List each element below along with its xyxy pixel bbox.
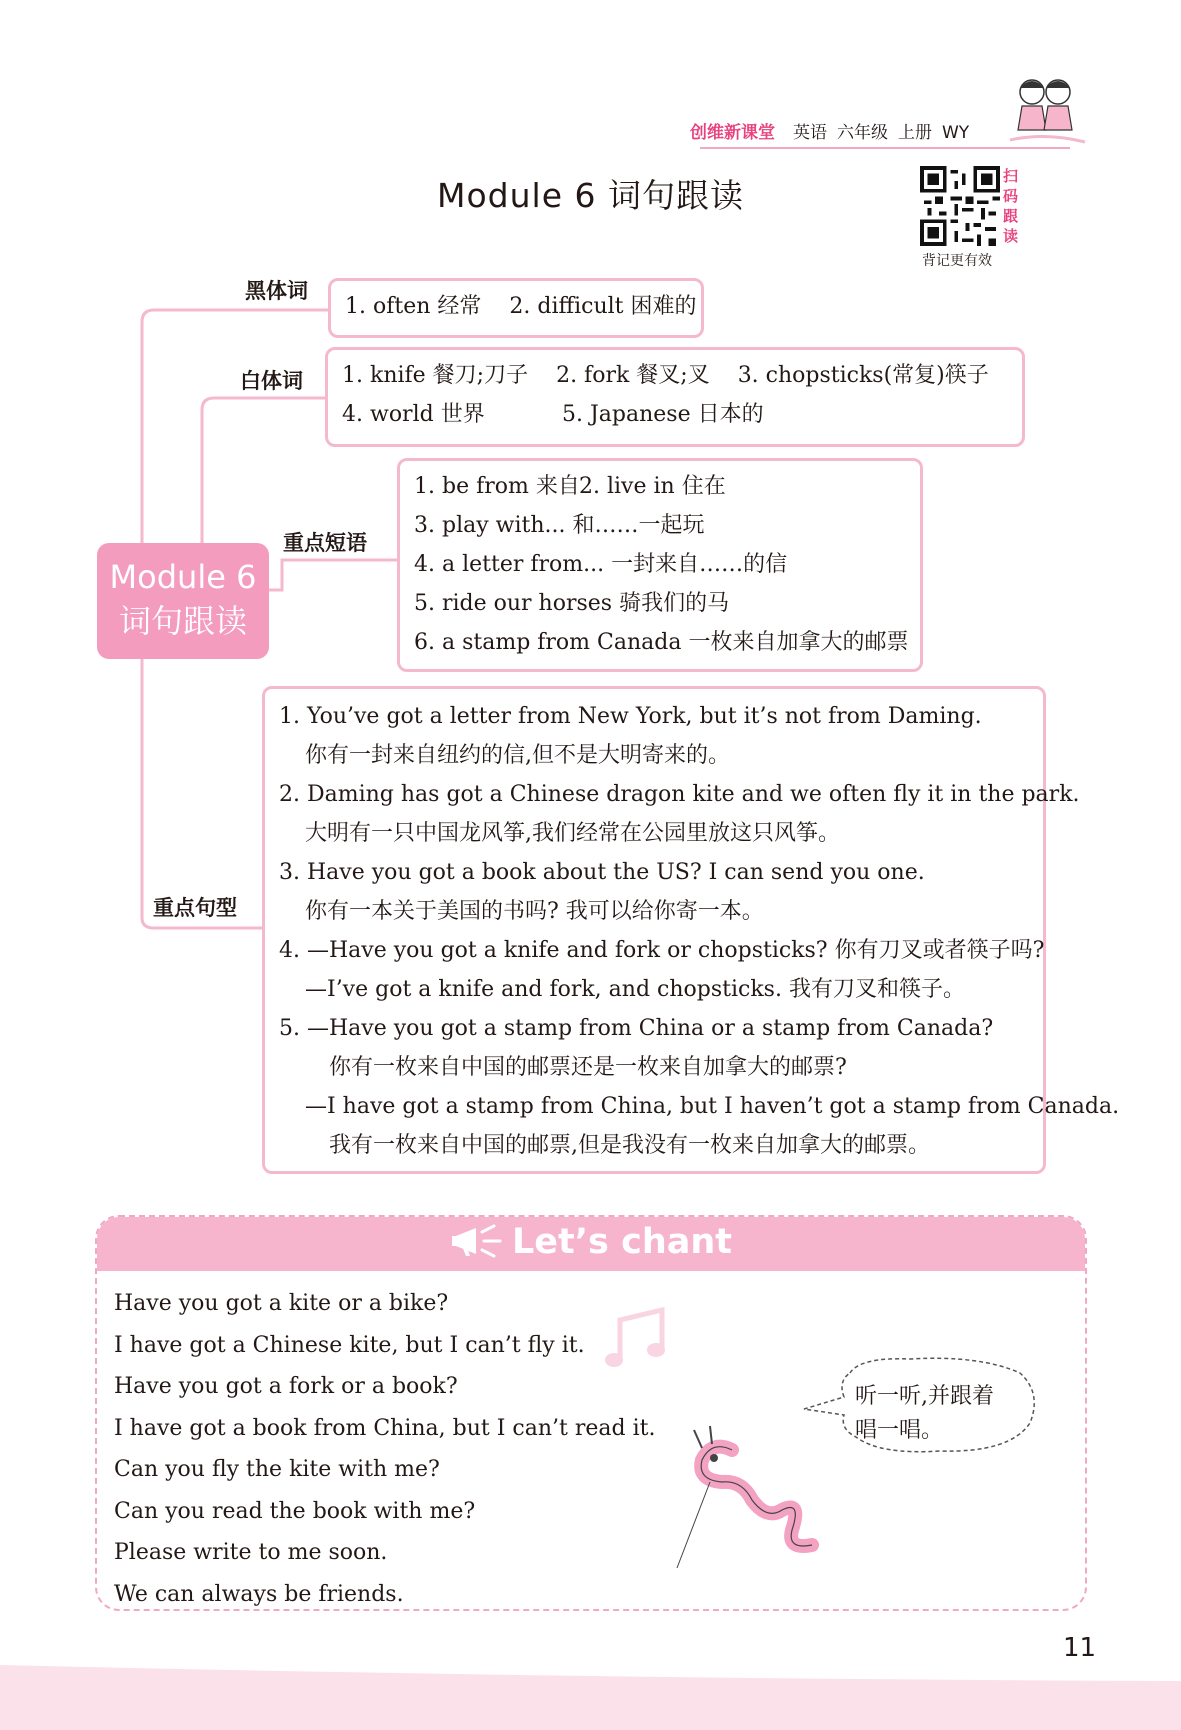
chant-line-4: I have got a book from China, but I can’t read it. bbox=[114, 1415, 656, 1441]
bold-word-2: 2. difficult 困难的 bbox=[509, 294, 697, 319]
phrase-1: 1. be from 来自 bbox=[414, 474, 580, 499]
sentence-5-question-zh: 你有一枚来自中国的邮票还是一枚来自加拿大的邮票? bbox=[329, 1055, 847, 1080]
sentence-1-en: 1. You’ve got a letter from New York, but it’s not from Daming. bbox=[279, 704, 982, 729]
center-line-1: Module 6 bbox=[109, 558, 257, 596]
chant-line-2: I have got a Chinese kite, but I can’t fly it. bbox=[114, 1332, 585, 1358]
phrase-5: 5. ride our horses 骑我们的马 bbox=[414, 591, 730, 616]
phrase-6: 6. a stamp from Canada 一枚来自加拿大的邮票 bbox=[414, 630, 909, 655]
phrase-3: 3. play with... 和……一起玩 bbox=[414, 513, 705, 538]
plain-words-box bbox=[325, 347, 1025, 447]
sentences-box bbox=[262, 686, 1120, 1174]
chant-line-8: We can always be friends. bbox=[114, 1581, 404, 1607]
edition: WY bbox=[942, 123, 970, 143]
plain-word-2: 2. fork 餐叉;叉 bbox=[556, 363, 710, 388]
bubble-line-2: 唱一唱。 bbox=[855, 1418, 944, 1443]
sentence-2-en: 2. Daming has got a Chinese dragon kite and we often fly it in the park. bbox=[279, 782, 1080, 807]
sentence-1-zh: 你有一封来自纽约的信,但不是大明寄来的。 bbox=[305, 743, 730, 768]
sentence-5-answer-zh: 我有一枚来自中国的邮票,但是我没有一枚来自加拿大的邮票。 bbox=[329, 1133, 930, 1158]
mindmap-center bbox=[97, 543, 269, 659]
sentence-3-en: 3. Have you got a book about the US? I can send you one. bbox=[279, 860, 925, 885]
chant-line-1: Have you got a kite or a bike? bbox=[114, 1291, 449, 1316]
sentence-2-zh: 大明有一只中国龙风筝,我们经常在公园里放这只风筝。 bbox=[305, 821, 840, 846]
bubble-line-1: 听一听,并跟着 bbox=[855, 1384, 994, 1409]
chant-line-7: Please write to me soon. bbox=[114, 1540, 388, 1565]
category-phrases: 重点短语 bbox=[283, 531, 367, 555]
brand-name: 创维新课堂 bbox=[690, 123, 775, 143]
category-plain-words: 白体词 bbox=[240, 369, 303, 393]
dragon-kite-icon bbox=[672, 1420, 822, 1570]
footer-band bbox=[0, 1655, 1181, 1730]
sentence-4-question: 4. —Have you got a knife and fork or chopsticks? 你有刀叉或者筷子吗? bbox=[279, 938, 1045, 963]
chant-lines bbox=[114, 1283, 655, 1611]
grade: 六年级 bbox=[837, 123, 888, 143]
plain-word-3: 3. chopsticks(常复)筷子 bbox=[737, 363, 989, 388]
scan-label: 扫码跟读 bbox=[1003, 167, 1019, 245]
volume: 上册 bbox=[898, 123, 932, 143]
chant-line-3: Have you got a fork or a book? bbox=[114, 1374, 458, 1399]
plain-word-1: 1. knife 餐刀;刀子 bbox=[342, 363, 529, 388]
sentence-5-question: 5. —Have you got a stamp from China or a stamp from Canada? bbox=[279, 1016, 994, 1041]
sentence-5-answer: —I have got a stamp from China, but I haven’t got a stamp from Canada. bbox=[305, 1094, 1120, 1119]
chant-line-6: Can you read the book with me? bbox=[114, 1498, 476, 1524]
bold-words-box bbox=[328, 278, 704, 338]
megaphone-icon bbox=[450, 1224, 506, 1258]
category-bold-words: 黑体词 bbox=[245, 279, 308, 303]
qr-caption: 背记更有效 bbox=[922, 253, 992, 269]
bubble-text bbox=[855, 1380, 994, 1448]
music-note-icon bbox=[600, 1300, 680, 1380]
phrases-box bbox=[397, 458, 923, 672]
bold-word-1: 1. often 经常 bbox=[345, 294, 482, 319]
page-title: Module 6 词句跟读 bbox=[437, 176, 744, 215]
chant-title: Let’s chant bbox=[511, 1222, 732, 1262]
plain-word-5: 5. Japanese 日本的 bbox=[562, 402, 764, 427]
chant-title-row bbox=[97, 1222, 1085, 1262]
subject: 英语 bbox=[793, 123, 827, 143]
page-number: 11 bbox=[1063, 1633, 1097, 1663]
sentence-4-answer: —I’ve got a knife and fork, and chopsticks. 我有刀叉和筷子。 bbox=[305, 977, 965, 1002]
chant-header bbox=[97, 1217, 1085, 1271]
category-sentences: 重点句型 bbox=[153, 896, 237, 920]
center-line-2: 词句跟读 bbox=[118, 602, 247, 640]
phrase-4: 4. a letter from... 一封来自……的信 bbox=[414, 552, 788, 577]
sentence-3-zh: 你有一本关于美国的书吗? 我可以给你寄一本。 bbox=[305, 899, 764, 924]
plain-word-4: 4. world 世界 bbox=[342, 402, 485, 427]
phrase-2: 2. live in 住在 bbox=[579, 474, 726, 499]
chant-line-5: Can you fly the kite with me? bbox=[114, 1457, 440, 1482]
